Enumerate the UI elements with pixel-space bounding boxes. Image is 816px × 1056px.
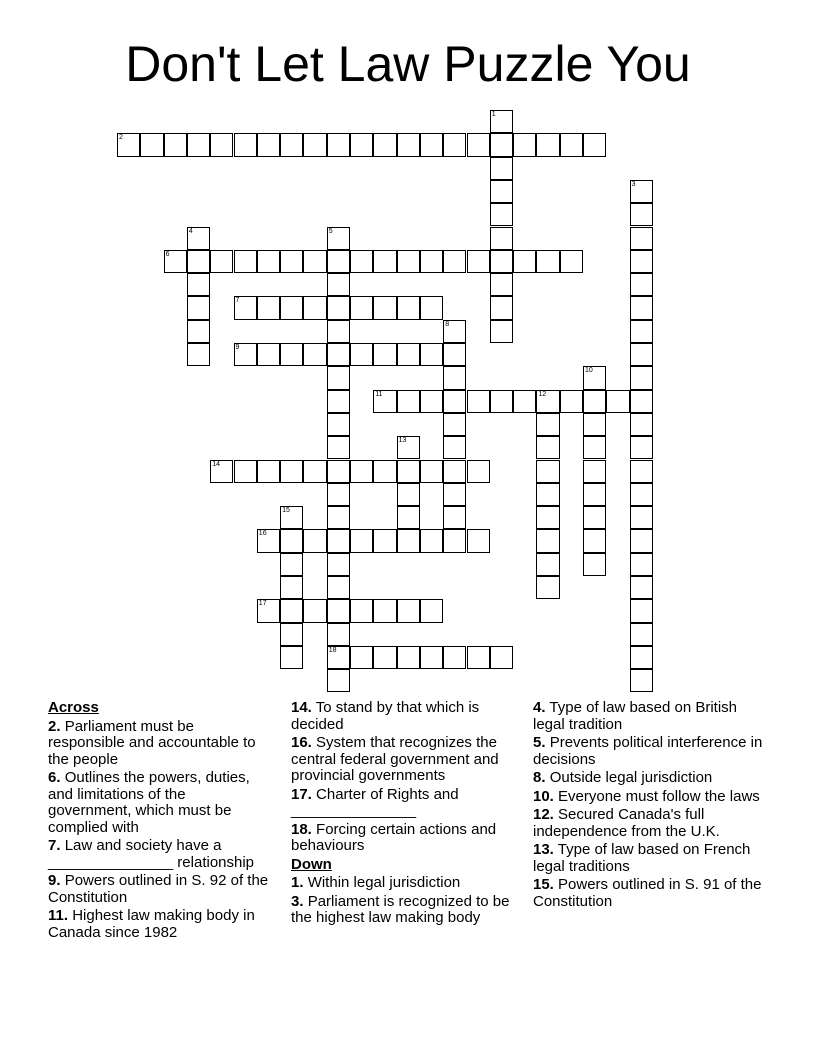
grid-cell[interactable] (280, 646, 303, 669)
grid-cell[interactable] (490, 250, 513, 273)
grid-cell[interactable] (630, 250, 653, 273)
grid-cell[interactable] (420, 460, 443, 483)
across-heading: Across (48, 699, 99, 716)
grid-cell[interactable] (443, 506, 466, 529)
grid-cell[interactable] (350, 250, 373, 273)
grid-cell[interactable] (490, 390, 513, 413)
grid-cell[interactable] (280, 343, 303, 366)
grid-cell[interactable] (467, 646, 490, 669)
grid-cell[interactable] (443, 366, 466, 389)
grid-cell[interactable] (630, 413, 653, 436)
down-clue: 1. Within legal jurisdiction (291, 874, 461, 891)
grid-cell[interactable] (210, 250, 233, 273)
down-clue: 12. Secured Canada's full independence from the U.K. (533, 806, 720, 840)
grid-cell[interactable] (630, 529, 653, 552)
grid-cell[interactable] (606, 390, 629, 413)
grid-cell[interactable] (327, 133, 350, 156)
grid-cell[interactable] (490, 646, 513, 669)
down-clue: 3. Parliament is recognized to be the highest law making body (291, 892, 510, 926)
clue-number: 1 (491, 111, 496, 118)
grid-cell[interactable] (443, 133, 466, 156)
grid-cell[interactable] (350, 529, 373, 552)
grid-cell[interactable] (583, 413, 606, 436)
down-clue: 4. Type of law based on British legal tradition (533, 699, 738, 733)
grid-cell[interactable] (257, 599, 280, 622)
grid-cell[interactable] (303, 296, 326, 319)
grid-cell[interactable] (630, 553, 653, 576)
clue-number: 10 (585, 367, 593, 375)
grid-cell[interactable] (140, 133, 163, 156)
grid-cell[interactable] (303, 133, 326, 156)
grid-cell[interactable] (630, 623, 653, 646)
grid-cell[interactable] (373, 133, 396, 156)
grid-cell[interactable] (327, 506, 350, 529)
grid-cell[interactable] (280, 296, 303, 319)
grid-cell[interactable] (303, 599, 326, 622)
grid-cell[interactable] (257, 250, 280, 273)
clue-number: 12 (538, 390, 547, 398)
down-clue: 13. Type of law based on French legal traditions (533, 841, 751, 875)
grid-cell[interactable] (583, 390, 606, 413)
grid-cell[interactable] (397, 599, 420, 622)
grid-cell[interactable] (420, 296, 443, 319)
grid-cell[interactable] (420, 529, 443, 552)
grid-cell[interactable] (630, 273, 653, 296)
grid-cell[interactable] (303, 460, 326, 483)
grid-cell[interactable] (373, 296, 396, 319)
grid-cell[interactable] (513, 133, 536, 156)
down-clue: 8. Outside legal jurisdiction (533, 769, 713, 786)
grid-cell[interactable] (117, 133, 140, 156)
grid-cell[interactable] (536, 460, 559, 483)
grid-cell[interactable] (490, 133, 513, 156)
clue-number: 13 (398, 437, 407, 445)
grid-cell[interactable] (630, 669, 653, 692)
grid-cell[interactable] (397, 460, 420, 483)
grid-cell[interactable] (443, 483, 466, 506)
grid-cell[interactable] (187, 133, 210, 156)
grid-cell[interactable] (280, 553, 303, 576)
grid-cell[interactable] (257, 529, 280, 552)
across-clue: 7. Law and society have a _______________ relationship (48, 837, 255, 871)
grid-cell[interactable] (397, 343, 420, 366)
grid-cell[interactable] (536, 436, 559, 459)
grid-cell[interactable] (350, 646, 373, 669)
grid-cell[interactable] (187, 296, 210, 319)
grid-cell[interactable] (187, 343, 210, 366)
grid-cell[interactable] (187, 320, 210, 343)
grid-cell[interactable] (397, 436, 420, 459)
grid-cell[interactable] (257, 296, 280, 319)
grid-cell[interactable] (327, 599, 350, 622)
grid-cell[interactable] (327, 529, 350, 552)
down-clue: 15. Powers outlined in S. 91 of the Constitution (533, 876, 762, 910)
grid-cell[interactable] (443, 343, 466, 366)
clue-number: 15 (282, 507, 290, 515)
grid-cell[interactable] (630, 646, 653, 669)
grid-cell[interactable] (373, 599, 396, 622)
across-clue: 17. Charter of Rights and _______________ (291, 785, 459, 819)
grid-cell[interactable] (630, 436, 653, 459)
grid-cell[interactable] (536, 483, 559, 506)
grid-cell[interactable] (280, 133, 303, 156)
clues-column-2 (291, 700, 527, 929)
grid-cell[interactable] (630, 320, 653, 343)
grid-cell[interactable] (303, 250, 326, 273)
grid-cell[interactable] (350, 133, 373, 156)
grid-cell[interactable] (280, 623, 303, 646)
grid-cell[interactable] (327, 460, 350, 483)
grid-cell[interactable] (303, 529, 326, 552)
grid-cell[interactable] (327, 623, 350, 646)
grid-cell[interactable] (443, 529, 466, 552)
grid-cell[interactable] (234, 250, 257, 273)
grid-cell[interactable] (630, 296, 653, 319)
grid-cell[interactable] (490, 296, 513, 319)
grid-cell[interactable] (257, 343, 280, 366)
grid-cell[interactable] (443, 320, 466, 343)
grid-cell[interactable] (443, 646, 466, 669)
grid-cell[interactable] (630, 203, 653, 226)
grid-cell[interactable] (234, 133, 257, 156)
grid-cell[interactable] (280, 599, 303, 622)
grid-cell[interactable] (583, 483, 606, 506)
grid-cell[interactable] (280, 506, 303, 529)
grid-cell[interactable] (234, 296, 257, 319)
grid-cell[interactable] (350, 460, 373, 483)
grid-cell[interactable] (536, 390, 559, 413)
grid-cell[interactable] (327, 273, 350, 296)
grid-cell[interactable] (373, 343, 396, 366)
grid-cell[interactable] (630, 483, 653, 506)
grid-cell[interactable] (420, 133, 443, 156)
clue-number: 6 (165, 250, 170, 258)
clue-number: 7 (235, 297, 240, 305)
grid-cell[interactable] (560, 390, 583, 413)
grid-cell[interactable] (373, 250, 396, 273)
grid-cell[interactable] (536, 529, 559, 552)
grid-cell[interactable] (373, 390, 396, 413)
grid-cell[interactable] (583, 553, 606, 576)
grid-cell[interactable] (327, 436, 350, 459)
grid-cell[interactable] (280, 576, 303, 599)
grid-cell[interactable] (560, 133, 583, 156)
grid-cell[interactable] (257, 460, 280, 483)
grid-cell[interactable] (583, 506, 606, 529)
grid-cell[interactable] (303, 343, 326, 366)
grid-cell[interactable] (420, 343, 443, 366)
grid-cell[interactable] (443, 436, 466, 459)
clue-number: 14 (212, 460, 220, 468)
grid-cell[interactable] (234, 343, 257, 366)
grid-cell[interactable] (513, 390, 536, 413)
grid-cell[interactable] (630, 390, 653, 413)
grid-cell[interactable] (536, 553, 559, 576)
grid-cell[interactable] (327, 576, 350, 599)
grid-cell[interactable] (327, 366, 350, 389)
across-clue: 14. To stand by that which is decided (291, 699, 480, 733)
clues-column-1 (48, 700, 273, 943)
clue-number: 4 (188, 227, 193, 235)
grid-cell[interactable] (467, 250, 490, 273)
grid-cell[interactable] (583, 366, 606, 389)
puzzle-title: Don't Let Law Puzzle You (125, 36, 691, 92)
grid-cell[interactable] (397, 250, 420, 273)
grid-cell[interactable] (187, 250, 210, 273)
grid-cell[interactable] (397, 529, 420, 552)
grid-cell[interactable] (467, 529, 490, 552)
grid-cell[interactable] (280, 460, 303, 483)
clue-number: 18 (328, 646, 337, 654)
grid-cell[interactable] (187, 273, 210, 296)
grid-cell[interactable] (164, 133, 187, 156)
grid-cell[interactable] (373, 529, 396, 552)
grid-cell[interactable] (630, 460, 653, 483)
grid-cell[interactable] (630, 576, 653, 599)
grid-cell[interactable] (327, 390, 350, 413)
grid-cell[interactable] (257, 133, 280, 156)
grid-cell[interactable] (327, 227, 350, 250)
grid-cell[interactable] (490, 110, 513, 133)
grid-cell[interactable] (350, 296, 373, 319)
across-clue: 9. Powers outlined in S. 92 of the Constitution (48, 872, 269, 906)
grid-cell[interactable] (350, 343, 373, 366)
grid-cell[interactable] (536, 506, 559, 529)
grid-cell[interactable] (327, 669, 350, 692)
grid-cell[interactable] (327, 553, 350, 576)
grid-cell[interactable] (443, 460, 466, 483)
grid-cell[interactable] (630, 506, 653, 529)
clue-number: 8 (445, 320, 450, 328)
down-clue: 5. Prevents political interference in decisions (533, 734, 763, 768)
grid-cell[interactable] (327, 296, 350, 319)
grid-cell[interactable] (630, 180, 653, 203)
grid-cell[interactable] (327, 413, 350, 436)
grid-cell[interactable] (467, 390, 490, 413)
grid-cell[interactable] (583, 436, 606, 459)
clue-number: 9 (235, 344, 240, 351)
grid-cell[interactable] (490, 320, 513, 343)
down-heading: Down (291, 855, 332, 873)
grid-cell[interactable] (583, 133, 606, 156)
grid-cell[interactable] (630, 599, 653, 622)
grid-cell[interactable] (420, 599, 443, 622)
down-clue: 10. Everyone must follow the laws (533, 787, 760, 805)
grid-cell[interactable] (630, 343, 653, 366)
grid-cell[interactable] (490, 273, 513, 296)
clue-number: 5 (328, 227, 333, 235)
grid-cell[interactable] (327, 646, 350, 669)
grid-cell[interactable] (280, 529, 303, 552)
clue-number: 17 (258, 600, 267, 608)
grid-cell[interactable] (397, 506, 420, 529)
grid-cell[interactable] (536, 133, 559, 156)
grid-cell[interactable] (583, 460, 606, 483)
grid-cell[interactable] (373, 646, 396, 669)
grid-cell[interactable] (443, 390, 466, 413)
grid-cell[interactable] (513, 250, 536, 273)
grid-cell[interactable] (536, 250, 559, 273)
grid-cell[interactable] (397, 646, 420, 669)
grid-cell[interactable] (397, 483, 420, 506)
grid-cell[interactable] (536, 576, 559, 599)
grid-cell[interactable] (583, 529, 606, 552)
grid-cell[interactable] (234, 460, 257, 483)
grid-cell[interactable] (397, 133, 420, 156)
across-clue: 16. System that recognizes the central federal government and provincial governments (291, 734, 499, 784)
across-clue: 11. Highest law making body in Canada since 1982 (48, 907, 255, 941)
grid-cell[interactable] (630, 366, 653, 389)
across-clue: 6. Outlines the powers, duties, and limitations of the government, which must be complied with (48, 769, 250, 836)
clue-number: 2 (119, 134, 123, 142)
grid-cell[interactable] (350, 599, 373, 622)
grid-cell[interactable] (327, 483, 350, 506)
grid-cell[interactable] (560, 250, 583, 273)
grid-cell[interactable] (536, 413, 559, 436)
grid-cell[interactable] (490, 227, 513, 250)
clue-number: 16 (258, 530, 267, 538)
grid-cell[interactable] (210, 133, 233, 156)
grid-cell[interactable] (280, 250, 303, 273)
grid-cell[interactable] (420, 250, 443, 273)
grid-cell[interactable] (373, 460, 396, 483)
grid-cell[interactable] (420, 390, 443, 413)
grid-cell[interactable] (210, 460, 233, 483)
grid-cell[interactable] (420, 646, 443, 669)
grid-cell[interactable] (443, 413, 466, 436)
across-clue: 2. Parliament must be responsible and accountable to the people (48, 717, 256, 768)
grid-cell[interactable] (327, 250, 350, 273)
across-clue: 18. Forcing certain actions and behaviours (291, 820, 497, 854)
grid-cell[interactable] (164, 250, 187, 273)
clues-column-3 (533, 700, 768, 912)
clue-number: 3 (631, 180, 636, 188)
clue-number: 11 (375, 390, 383, 398)
grid-cell[interactable] (490, 157, 513, 180)
grid-cell[interactable] (397, 296, 420, 319)
grid-cell[interactable] (490, 180, 513, 203)
grid-cell[interactable] (490, 203, 513, 226)
grid-cell[interactable] (443, 250, 466, 273)
grid-cell[interactable] (467, 133, 490, 156)
grid-cell[interactable] (397, 390, 420, 413)
grid-cell[interactable] (327, 343, 350, 366)
grid-cell[interactable] (630, 227, 653, 250)
grid-cell[interactable] (187, 227, 210, 250)
grid-cell[interactable] (327, 320, 350, 343)
grid-cell[interactable] (467, 460, 490, 483)
